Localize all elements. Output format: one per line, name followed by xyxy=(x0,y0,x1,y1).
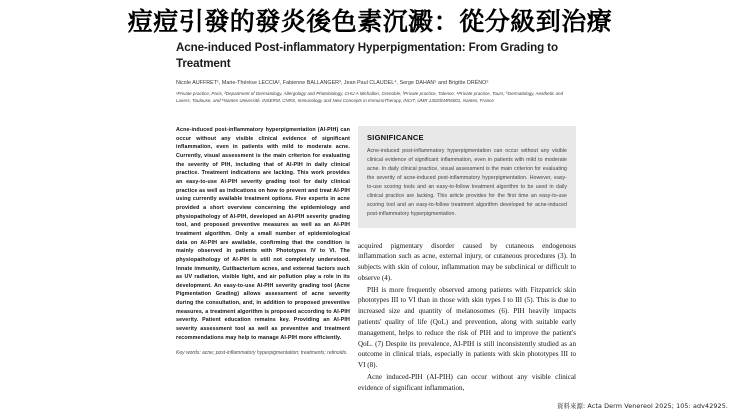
body-paragraph: PIH is more frequently observed among patients with Fitzpatrick skin phototypes III to VI than in those with skin types I to III (5). This is due to increased size and quantity of melanosomes (6). PIH heavily impacts patients' quality of life (QoL) and prevention, along with suitable early management, helps to reduce the risk of PIH and to improve the patient's QoL. (7) Despite its prevalence, AI-PIH is still inconsistently studied as an outcome in clinical trials, especially in patients with skin phototypes III to VI (8). xyxy=(358,285,576,370)
article-authors: Nicole AUFFRET¹, Marie-Thérèse LECCIA², Fabienne BALLANGER³, Jean Paul CLAUDEL⁴, Serge DAHAN⁵ and Brigitte DRÉNO⁶ xyxy=(176,79,489,86)
article-abstract: Acne-induced post-inflammatory hyperpigmentation (AI-PIH) can occur without any visible clinical evidence of significant inflammation, even in patients with mild to moderate acne. Currently, visual assessment is the main criterion for evaluating the severity of PIH, including that of AI-PIH in daily clinical practice. Treatment indications are lacking. This work provides an easy-to-use AI-PIH severity grading tool for daily clinical practice as well as indications on how to prevent and treat AI-PIH using currently available treatment options. Five experts in acne provided a short overview concerning the epidemiology and physiopathology of AI-PIH, developed an AI-PIH severity grading tool, and proposed preventive measures as well as an AI-PIH treatment algorithm. Only a small number of epidemiological data on AI-PIH are available, confirming that the condition is mainly observed in patients with Phototypes IV to VI. The physiopathology of AI-PIH is still not completely understood. Innate immunity, Cutibacterium acnes, and external factors such as UV radiation, visible light, and air pollution play a role in its development. An easy-to-use AI-PIH severity grading tool (Acne Pigmentation Grading) allows assessment of acne severity during the consultation, and, in addition to proposed preventive measures, a treatment algorithm is proposed according to AI-PIH severity. Patient education remains key. Providing an AI-PIH severity assessment tool as well as preventive and treatment recommendations may help to manage AI-PIH more efficiently. xyxy=(176,127,350,341)
significance-text: Acne-induced post-inflammatory hyperpigmentation can occur without any visible clinical evidence of significant inflammation, even in patients with mild to moderate acne. In daily clinical practice, visual assessment is the main criterion for evaluating the severity of acne-induced post-inflammatory hyperpigmentation. However, easy-to-use scoring tools and an easy-to-follow treatment algorithm to be used in daily clinical practice are lacking. This article provides for the first time an easy-to-use scoring tool and an easy-to-follow treatment algorithm developed for acne-induced post-inflammatory hyperpigmentation. xyxy=(367,148,567,217)
keywords-value: acne; post-inflammatory hyperpigmentation; treatments; retinoids. xyxy=(202,350,348,357)
source-citation: 資料來源: Acta Derm Venereol 2025; 105: adv42925. xyxy=(557,402,728,410)
article-affiliations: ¹Private practice, Paris, ²Department of Dermatology, Allergology and Photobiology, CHU A Michallon, Grenoble, ³Private practice, Talence, ⁴Private practice, Tours, ⁵Dermatology, Aesthetic and Lasers, Toulouse, and ⁶Nantes Université, INSERM, CNRS, Immunology and New Concepts in ImmunoTherapy, INCIT, UMR 1302/EMR6001, Nantes, France xyxy=(176,90,564,104)
column-right xyxy=(358,126,576,393)
significance-box xyxy=(358,126,576,228)
body-paragraph: Acne induced-PIH (AI-PIH) can occur without any visible clinical evidence of significant inflammation, xyxy=(358,372,576,392)
body-paragraph: acquired pigmentary disorder caused by cutaneous endogenous inflammation such as acne, external injury, or cutaneous procedures (3). In subjects with skin of colour, inflammation may be subclinical or difficult to observe (4). xyxy=(358,241,576,282)
article-title: Acne-induced Post-inflammatory Hyperpigmentation: From Grading to Treatment xyxy=(176,41,558,70)
article-columns xyxy=(176,126,576,408)
article-body xyxy=(358,241,576,394)
page-title: 痘痘引發的發炎後色素沉澱：從分級到治療 xyxy=(127,7,613,36)
paper-header xyxy=(176,40,576,104)
significance-title: SIGNIFICANCE xyxy=(367,133,424,142)
column-left xyxy=(176,126,350,357)
keywords-label: Key words: xyxy=(176,350,201,357)
article-keywords xyxy=(176,349,350,357)
